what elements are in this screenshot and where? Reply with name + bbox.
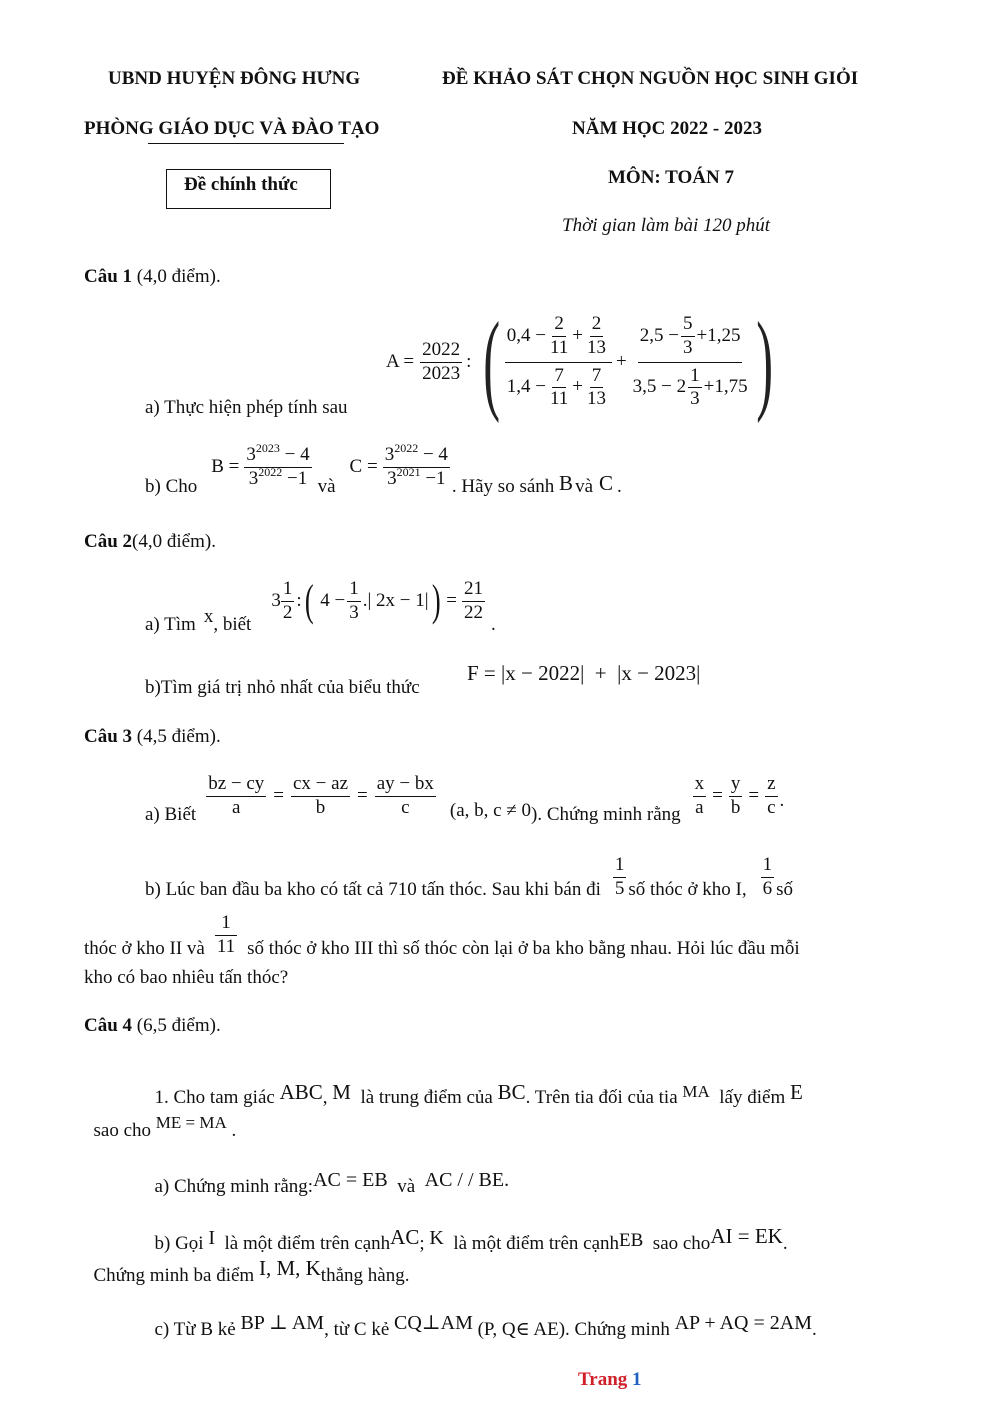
q2-a-line — [145, 570, 496, 640]
right-paren: ) — [431, 576, 441, 625]
fraction-1-5 — [613, 855, 627, 900]
d: 6 — [762, 878, 773, 899]
n: bz − cy — [206, 774, 266, 797]
fraction-1-6 — [761, 855, 775, 900]
tail: −1 — [282, 467, 308, 489]
rhs-fraction — [462, 579, 485, 624]
eq4: = — [748, 785, 760, 806]
q2-a-end: . — [490, 614, 496, 635]
bp-perp-am: BP ⊥ AM — [240, 1312, 325, 1334]
t: là một điểm trên cạnh — [443, 1233, 620, 1254]
abs-expression: .| 2x − 1| — [362, 590, 429, 611]
q4-p1-line1 — [145, 1062, 803, 1109]
t: là trung điểm của — [350, 1087, 498, 1108]
header-underline — [148, 143, 344, 144]
header-right-line2: NĂM HỌC 2022 - 2023 — [572, 118, 762, 139]
n: 2 — [590, 314, 604, 337]
q4-heading-points: (6,5 điểm). — [132, 1015, 221, 1036]
fraction-1-11 — [215, 913, 237, 958]
t: sao cho — [93, 1120, 156, 1141]
page-footer — [578, 1369, 642, 1391]
q3-a-text: a) Biết — [145, 804, 197, 825]
d: b — [315, 796, 326, 818]
term2-denominator — [631, 363, 750, 411]
n: x — [693, 774, 707, 797]
t: . — [226, 1120, 237, 1141]
mixed-whole: 3 — [271, 590, 281, 611]
q4-heading — [84, 1015, 221, 1037]
t2n-frac — [681, 314, 695, 359]
term1-denominator — [505, 363, 612, 411]
q2-a-text: a) Tìm — [145, 614, 196, 635]
q3-b-line2-pre: thóc ở kho II và — [84, 938, 205, 959]
n: cx − az — [291, 774, 350, 797]
formula-lhs-A: A = — [386, 351, 415, 372]
t: (P, Q∈ AE). Chứng minh — [472, 1319, 675, 1340]
fraction-B — [244, 440, 311, 490]
q1-b-suffix: . Hãy so sánh — [451, 476, 560, 497]
d: 13 — [586, 336, 606, 358]
left-paren: ( — [304, 576, 314, 625]
q3-a-end: . — [779, 790, 785, 811]
t1n-frac1 — [548, 314, 570, 359]
eq2: = — [357, 785, 368, 806]
four-minus: 4 − — [320, 590, 346, 611]
t1d-frac2 — [585, 366, 608, 411]
term2-numerator — [638, 314, 743, 363]
t: sao cho — [643, 1233, 711, 1254]
segment-BC: BC — [497, 1080, 526, 1104]
d: 3 — [349, 601, 359, 623]
t: là một điểm trên cạnh — [215, 1233, 391, 1254]
q3-a-conclusion — [691, 774, 780, 819]
t: c) Từ B kẻ — [154, 1319, 241, 1340]
term2-fraction — [631, 314, 750, 411]
side-AC: AC — [390, 1225, 420, 1249]
t: b) Gọi — [154, 1233, 209, 1254]
one-third — [347, 579, 361, 624]
q2-a-formula — [271, 576, 487, 625]
d: 13 — [586, 388, 606, 410]
lhs-C: C = — [349, 456, 378, 477]
q1-b-end: . — [617, 476, 622, 497]
d: 11 — [549, 336, 569, 358]
n: 7 — [552, 366, 566, 389]
exponent: 2022 — [394, 440, 419, 455]
n: ay − bx — [375, 774, 436, 797]
xa — [693, 774, 707, 819]
q1-heading — [84, 266, 221, 288]
zc — [765, 774, 777, 819]
d: 2 — [282, 601, 293, 623]
t: và — [387, 1176, 425, 1197]
t2d-frac — [688, 366, 702, 411]
t2n-a: 2,5 − — [639, 324, 680, 346]
n: 1 — [347, 579, 361, 602]
q1-heading-label: Câu 1 — [84, 266, 133, 287]
t2n-tail: +1,25 — [696, 324, 741, 346]
t2d-a: 3,5 − 2 — [632, 376, 687, 398]
eq3: = — [712, 785, 723, 806]
q2-a-x: x — [203, 606, 214, 627]
q2-b-formula: F = |x − 2022| + |x − 2023| — [467, 661, 701, 685]
t1n-frac2 — [585, 314, 608, 359]
time-limit: Thời gian làm bài 120 phút — [562, 215, 771, 236]
t: , — [322, 1087, 333, 1108]
exponent: 2022 — [258, 464, 283, 479]
n: 5 — [681, 314, 695, 337]
plus-between-terms: + — [615, 351, 627, 372]
t: . — [782, 1233, 788, 1254]
t: . — [811, 1319, 817, 1340]
n: 1 — [281, 579, 295, 602]
equals: = — [446, 590, 457, 611]
d: c — [767, 796, 776, 818]
ac-parallel-be: AC / / BE. — [424, 1169, 510, 1191]
t: 1. Cho tam giác — [154, 1087, 280, 1108]
d: 5 — [614, 878, 625, 899]
q1-b-and: và — [317, 476, 336, 497]
q2-heading-label: Câu 2 — [84, 531, 133, 552]
t1d-plus: + — [572, 376, 583, 398]
base: 3 — [387, 467, 397, 489]
base: 3 — [246, 443, 256, 465]
n: 2 — [552, 314, 566, 337]
ai-equals-ek: AI = EK — [710, 1224, 783, 1248]
q2-heading — [84, 531, 216, 553]
mixed-fraction — [281, 579, 295, 624]
subject-title: MÔN: TOÁN 7 — [608, 167, 734, 188]
fraction-C — [383, 440, 450, 490]
n: 1 — [221, 911, 231, 933]
cq-perp-am: CQ⊥AM — [394, 1312, 473, 1334]
exponent: 2021 — [396, 464, 421, 479]
triangle-ABC: ABC — [279, 1080, 323, 1104]
ratio-1 — [206, 774, 266, 819]
header-left-line2: PHÒNG GIÁO DỤC VÀ ĐÀO TẠO — [84, 118, 380, 139]
n: 1 — [688, 366, 702, 389]
q3-b-line1-mid: số thóc ở kho I, — [628, 879, 747, 900]
point-E: E — [789, 1080, 803, 1104]
lhs-B: B = — [211, 456, 240, 477]
colon: : — [466, 351, 472, 372]
q3-heading-points: (4,5 điểm). — [132, 726, 221, 747]
d: 3 — [683, 336, 693, 358]
exponent: 2023 — [255, 440, 280, 455]
q3-heading-label: Câu 3 — [84, 726, 133, 747]
point-K: K — [429, 1227, 444, 1249]
n: y — [729, 774, 743, 797]
ratio-3 — [375, 774, 436, 819]
colon: : — [296, 590, 302, 611]
d: 11 — [549, 388, 569, 410]
d: c — [401, 796, 410, 818]
t: ; — [419, 1233, 430, 1254]
q3-b-line1-end: số — [776, 879, 794, 900]
t1d-a: 1,4 − — [506, 376, 546, 398]
t: a) Chứng minh rằng: — [154, 1176, 314, 1197]
q1-b-prefix: b) Cho — [145, 476, 198, 497]
n: 7 — [590, 366, 604, 389]
t: . Trên tia đối của tia — [525, 1087, 683, 1108]
t1n-a: 0,4 − — [506, 324, 546, 346]
q4-b-line2 — [84, 1240, 409, 1287]
n: z — [765, 774, 777, 797]
q3-a-condition: (a, b, c ≠ 0 — [449, 800, 532, 821]
t1n-plus: + — [572, 324, 583, 346]
left-paren: ( — [483, 300, 501, 424]
header-right-line1: ĐỀ KHẢO SÁT CHỌN NGUỒN HỌC SINH GIỎI — [442, 68, 859, 89]
q2-a-text2: , biết — [213, 614, 252, 635]
q1-b-formula-B — [211, 440, 313, 490]
d: 11 — [216, 935, 236, 957]
q3-heading — [84, 726, 221, 748]
q1-b-C-symbol: C — [599, 471, 614, 495]
q1-b-B-symbol: B — [559, 471, 574, 495]
q4-p1-line2 — [84, 1098, 236, 1142]
q4-heading-label: Câu 4 — [84, 1015, 133, 1036]
q4-a-line — [145, 1153, 509, 1198]
q3-b-line1 — [145, 850, 793, 905]
d: 3 — [690, 388, 700, 410]
t: Chứng minh ba điểm — [93, 1265, 259, 1286]
q3-a-given — [204, 774, 438, 819]
q3-b-line2 — [84, 906, 800, 964]
fraction-2022-2023 — [420, 340, 462, 385]
side-EB: EB — [619, 1230, 644, 1251]
t2d-tail: +1,75 — [703, 376, 748, 398]
d: a — [695, 796, 704, 818]
q3-b-line2-end: số thóc ở kho III thì số thóc còn lại ở ba kho bằng nhau. Hỏi lúc đầu mỗi — [247, 938, 800, 959]
page-number: 1 — [632, 1369, 642, 1390]
n: 1 — [762, 854, 773, 876]
q4-c-line — [145, 1294, 817, 1341]
q3-b-line1-pre: b) Lúc ban đầu ba kho có tất cả 710 tấn thóc. Sau khi bán đi — [145, 879, 601, 900]
t: thẳng hàng. — [320, 1265, 410, 1286]
q3-a-line — [145, 766, 784, 830]
tail: − 4 — [279, 443, 310, 465]
q3-a-text2: ). Chứng minh rằng — [531, 804, 681, 825]
q1-b-line — [145, 442, 622, 502]
t: , từ C kẻ — [324, 1319, 395, 1340]
q1-a-text: a) Thực hiện phép tính sau — [145, 397, 348, 418]
denominator-C — [385, 464, 447, 490]
ap-plus-aq: AP + AQ = 2AM — [674, 1312, 812, 1334]
t: lấy điểm — [709, 1087, 790, 1108]
n: 21 — [462, 579, 485, 602]
t1d-frac1 — [548, 366, 570, 411]
denominator: 2023 — [422, 362, 461, 384]
term1-fraction — [505, 314, 612, 411]
points-IMK: I, M, K — [258, 1256, 321, 1280]
n: 1 — [614, 854, 625, 876]
point-I: I — [208, 1227, 215, 1249]
q3-b-line3: kho có bao nhiêu tấn thóc? — [84, 967, 289, 988]
tail: − 4 — [418, 443, 448, 465]
official-badge: Đề chính thức — [184, 174, 298, 195]
numerator: 2022 — [420, 340, 462, 363]
header-left-line1: UBND HUYỆN ĐÔNG HƯNG — [108, 68, 361, 89]
d: 22 — [463, 601, 483, 623]
ray-MA: MA — [682, 1082, 710, 1101]
d: a — [232, 796, 241, 818]
tail: −1 — [420, 467, 446, 489]
point-M: M — [332, 1080, 351, 1104]
ac-equals-eb: AC = EB — [313, 1169, 388, 1191]
q2-b-text: b)Tìm giá trị nhỏ nhất của biểu thức — [145, 677, 420, 698]
eq1: = — [273, 785, 284, 806]
q2-heading-points: (4,0 điểm). — [132, 531, 216, 552]
base: 3 — [248, 467, 259, 489]
q1-heading-points: (4,0 điểm). — [132, 266, 221, 287]
me-equals-ma: ME = MA — [155, 1113, 227, 1132]
q1-a-formula — [386, 300, 783, 424]
denominator-B — [247, 464, 309, 490]
ratio-2 — [291, 774, 350, 819]
right-paren: ) — [755, 300, 773, 424]
d: b — [730, 796, 741, 818]
yb — [729, 774, 743, 819]
base: 3 — [384, 443, 395, 465]
q1-b-formula-C — [349, 440, 452, 490]
q1-b-and2: và — [575, 476, 593, 497]
page-label: Trang — [578, 1369, 628, 1390]
term1-numerator — [505, 314, 612, 363]
